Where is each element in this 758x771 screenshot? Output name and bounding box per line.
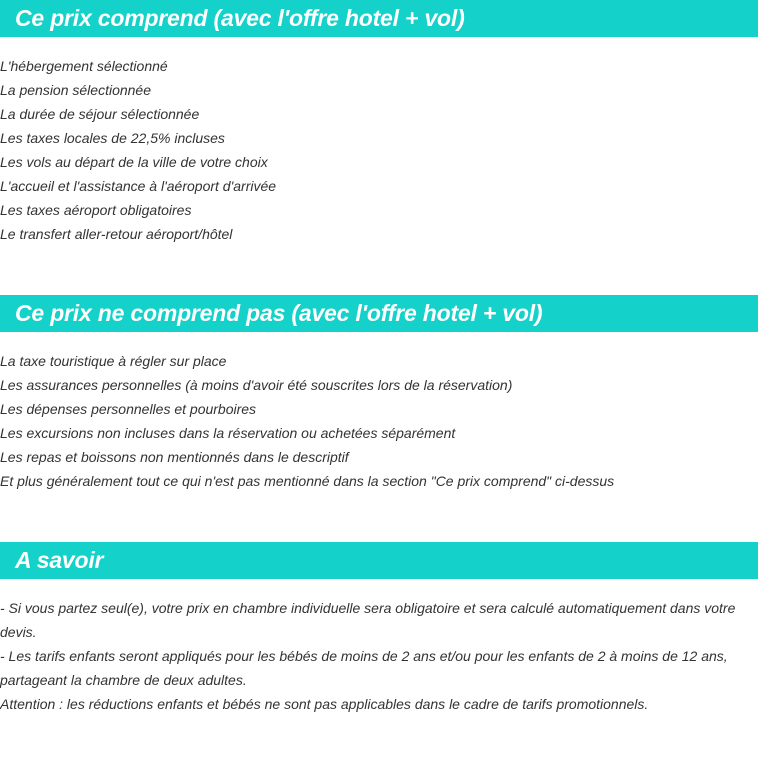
list-item: L'accueil et l'assistance à l'aéroport d'arrivée — [0, 178, 277, 194]
section-header-band — [0, 295, 758, 332]
excluded-list — [0, 349, 758, 493]
section-price-excludes — [0, 295, 758, 493]
info-note-children: - Les tarifs enfants seront appliqués pour les bébés de moins de 2 ans et/ou pour les enfants de 2 à moins de 12 ans, partageant la chambre de deux adultes. — [0, 648, 728, 688]
included-list — [0, 54, 758, 246]
info-note-solo: - Si vous partez seul(e), votre prix en chambre individuelle sera obligatoire et sera calculé automatiquement dans votre devis. — [0, 600, 736, 640]
list-item: Les taxes locales de 22,5% incluses — [0, 130, 225, 146]
list-item: La durée de séjour sélectionnée — [0, 106, 200, 122]
info-notes — [0, 596, 758, 716]
list-item: L'hébergement sélectionné — [0, 58, 168, 74]
section-title-includes: Ce prix comprend (avec l'offre hotel + vol) — [15, 5, 465, 31]
section-title-good-to-know: A savoir — [15, 547, 104, 573]
info-note-attention: Attention : les réductions enfants et bébés ne sont pas applicables dans le cadre de tarifs promotionnels. — [0, 696, 649, 712]
section-title-excludes: Ce prix ne comprend pas (avec l'offre hotel + vol) — [15, 300, 543, 326]
section-good-to-know — [0, 542, 758, 716]
list-item: Les taxes aéroport obligatoires — [0, 202, 192, 218]
section-header-band — [0, 542, 758, 579]
list-item: Et plus généralement tout ce qui n'est pas mentionné dans la section "Ce prix comprend" ci-dessus — [0, 473, 615, 489]
section-price-includes — [0, 0, 758, 246]
list-item: Les assurances personnelles (à moins d'avoir été souscrites lors de la réservation) — [0, 377, 513, 393]
list-item: Les repas et boissons non mentionnés dans le descriptif — [0, 449, 349, 465]
list-item: Les dépenses personnelles et pourboires — [0, 401, 257, 417]
section-header-band — [0, 0, 758, 37]
list-item: La pension sélectionnée — [0, 82, 152, 98]
list-item: Le transfert aller-retour aéroport/hôtel — [0, 226, 233, 242]
list-item: Les excursions non incluses dans la réservation ou achetées séparément — [0, 425, 456, 441]
list-item: La taxe touristique à régler sur place — [0, 353, 227, 369]
list-item: Les vols au départ de la ville de votre choix — [0, 154, 268, 170]
